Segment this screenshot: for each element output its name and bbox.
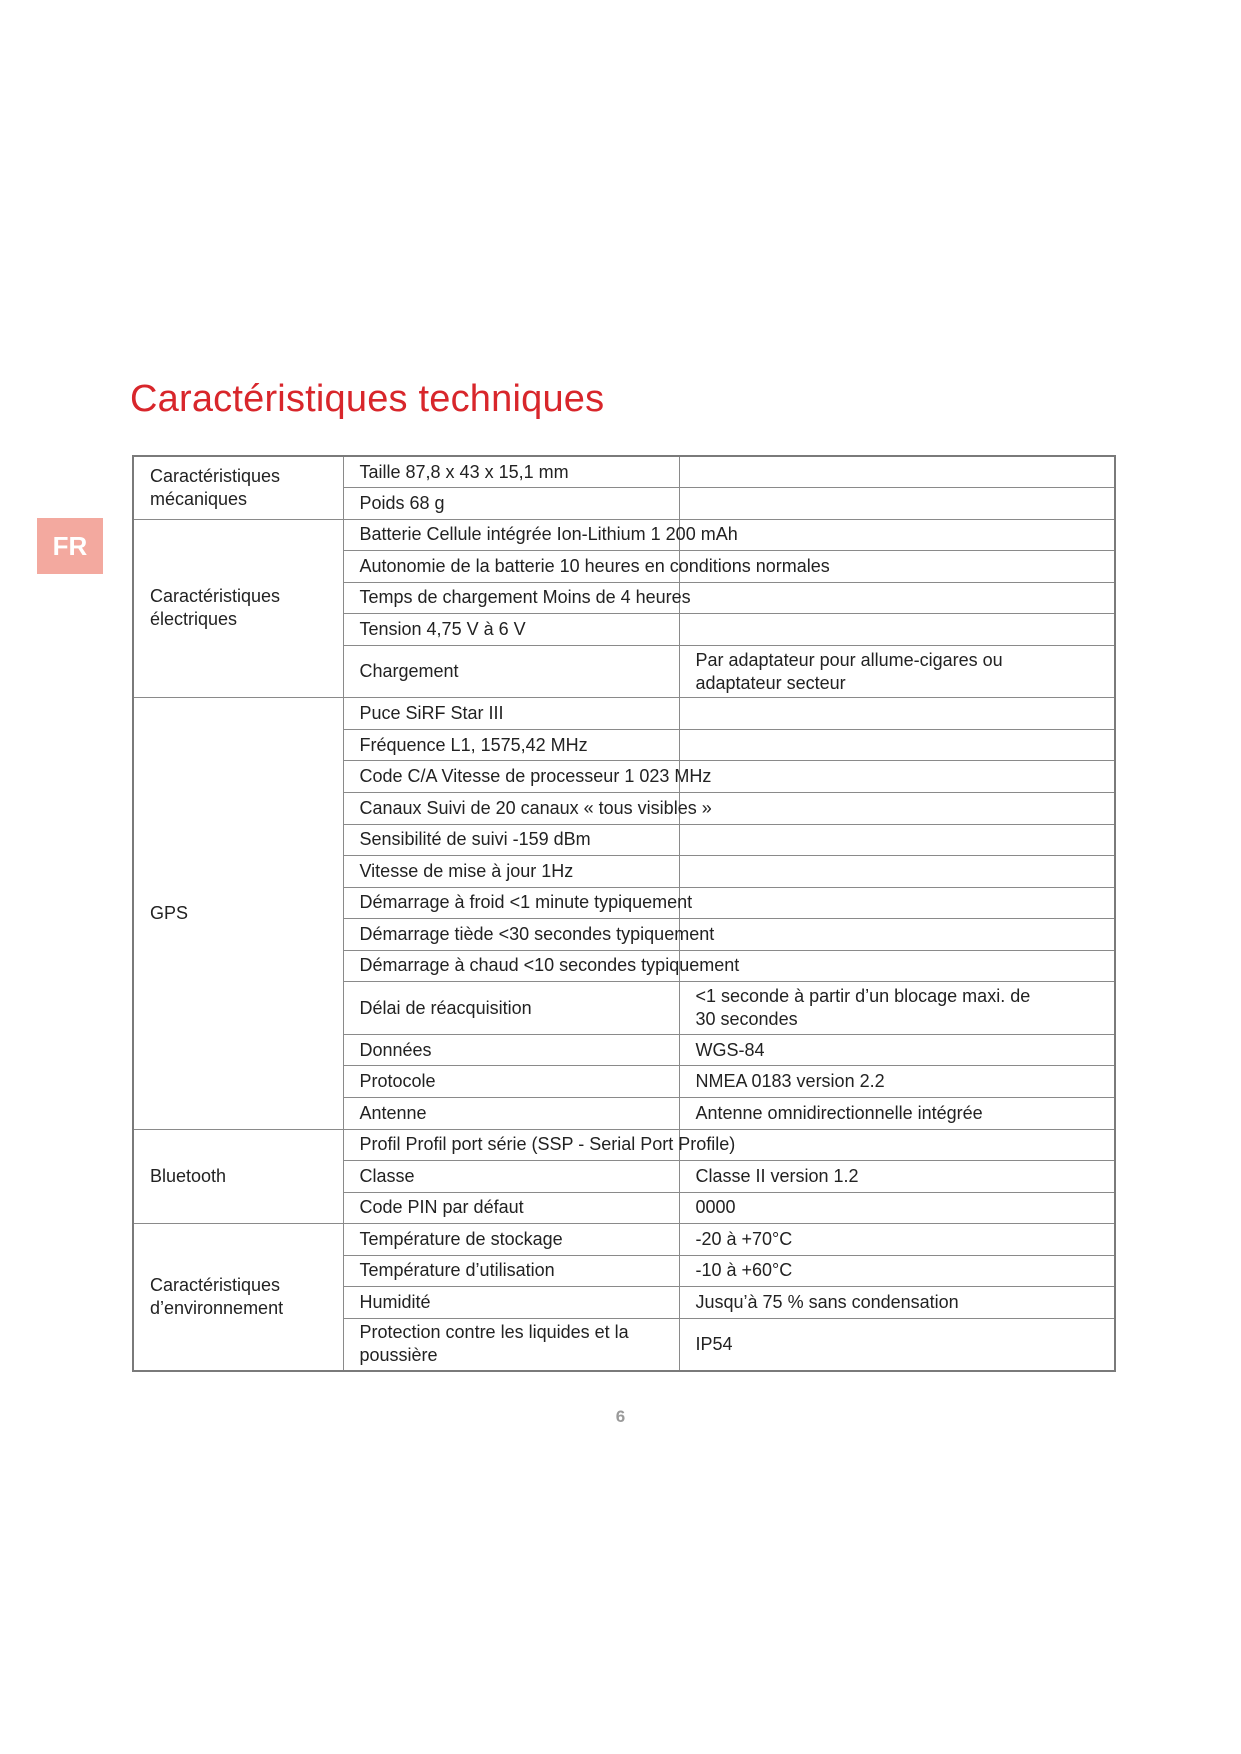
spec-text: Tension 4,75 V à 6 V bbox=[343, 614, 679, 646]
spec-value: Classe II version 1.2 bbox=[679, 1161, 1115, 1193]
page-number: 6 bbox=[615, 1407, 626, 1426]
spec-text: Démarrage à froid <1 minute typiquement bbox=[343, 887, 679, 919]
spec-text: Démarrage tiède <30 secondes typiquement bbox=[343, 919, 679, 951]
spec-value: -20 à +70°C bbox=[679, 1224, 1115, 1256]
spec-label: Température de stockage bbox=[343, 1224, 679, 1256]
spec-empty-cell bbox=[679, 614, 1115, 646]
spec-label: Antenne bbox=[343, 1097, 679, 1129]
spec-label: Température d’utilisation bbox=[343, 1255, 679, 1287]
spec-empty-cell bbox=[679, 519, 1115, 551]
spec-empty-cell bbox=[679, 761, 1115, 793]
section-category: Caractéristiques d’environnement bbox=[133, 1224, 343, 1371]
spec-label: Protection contre les liquides et la poussière bbox=[343, 1318, 679, 1371]
page-title: Caractéristiques techniques bbox=[130, 378, 605, 420]
spec-text: Sensibilité de suivi -159 dBm bbox=[343, 824, 679, 856]
spec-text: Profil Profil port série (SSP - Serial Port Profile) bbox=[343, 1129, 679, 1161]
spec-empty-cell bbox=[679, 919, 1115, 951]
spec-empty-cell bbox=[679, 729, 1115, 761]
spec-text: Batterie Cellule intégrée Ion-Lithium 1 200 mAh bbox=[343, 519, 679, 551]
spec-value: WGS-84 bbox=[679, 1034, 1115, 1066]
spec-text: Code C/A Vitesse de processeur 1 023 MHz bbox=[343, 761, 679, 793]
spec-label: Code PIN par défaut bbox=[343, 1192, 679, 1224]
spec-empty-cell bbox=[679, 698, 1115, 730]
spec-text: Puce SiRF Star III bbox=[343, 698, 679, 730]
spec-empty-cell bbox=[679, 1129, 1115, 1161]
section-category: Bluetooth bbox=[133, 1129, 343, 1224]
spec-text: Autonomie de la batterie 10 heures en conditions normales bbox=[343, 551, 679, 583]
spec-label: Chargement bbox=[343, 645, 679, 698]
spec-value: NMEA 0183 version 2.2 bbox=[679, 1066, 1115, 1098]
spec-text: Vitesse de mise à jour 1Hz bbox=[343, 856, 679, 888]
specs-table bbox=[132, 455, 1116, 1372]
spec-empty-cell bbox=[679, 824, 1115, 856]
spec-label: Protocole bbox=[343, 1066, 679, 1098]
spec-label: Données bbox=[343, 1034, 679, 1066]
spec-value: Antenne omnidirectionnelle intégrée bbox=[679, 1097, 1115, 1129]
spec-empty-cell bbox=[679, 887, 1115, 919]
spec-label: Délai de réacquisition bbox=[343, 982, 679, 1035]
spec-empty-cell bbox=[679, 856, 1115, 888]
spec-value: Par adaptateur pour allume-cigares ou adaptateur secteur bbox=[679, 645, 1115, 698]
spec-empty-cell bbox=[679, 582, 1115, 614]
spec-empty-cell bbox=[679, 950, 1115, 982]
spec-row bbox=[133, 698, 1115, 730]
section-category: Caractéristiques mécaniques bbox=[133, 456, 343, 519]
spec-empty-cell bbox=[679, 456, 1115, 488]
language-tab: FR bbox=[37, 518, 103, 574]
spec-text: Temps de chargement Moins de 4 heures bbox=[343, 582, 679, 614]
spec-value: -10 à +60°C bbox=[679, 1255, 1115, 1287]
spec-text: Démarrage à chaud <10 secondes typiquement bbox=[343, 950, 679, 982]
spec-text: Canaux Suivi de 20 canaux « tous visibles » bbox=[343, 793, 679, 825]
spec-value: Jusqu’à 75 % sans condensation bbox=[679, 1287, 1115, 1319]
spec-row bbox=[133, 456, 1115, 488]
section-category: Caractéristiques électriques bbox=[133, 519, 343, 698]
spec-row bbox=[133, 1224, 1115, 1256]
section-category: GPS bbox=[133, 698, 343, 1129]
spec-value: <1 seconde à partir d’un blocage maxi. de 30 secondes bbox=[679, 982, 1115, 1035]
spec-empty-cell bbox=[679, 793, 1115, 825]
spec-row bbox=[133, 519, 1115, 551]
spec-value: 0000 bbox=[679, 1192, 1115, 1224]
spec-label: Classe bbox=[343, 1161, 679, 1193]
spec-text: Taille 87,8 x 43 x 15,1 mm bbox=[343, 456, 679, 488]
spec-row bbox=[133, 1129, 1115, 1161]
spec-label: Humidité bbox=[343, 1287, 679, 1319]
spec-empty-cell bbox=[679, 488, 1115, 520]
spec-value: IP54 bbox=[679, 1318, 1115, 1371]
spec-text: Poids 68 g bbox=[343, 488, 679, 520]
spec-text: Fréquence L1, 1575,42 MHz bbox=[343, 729, 679, 761]
